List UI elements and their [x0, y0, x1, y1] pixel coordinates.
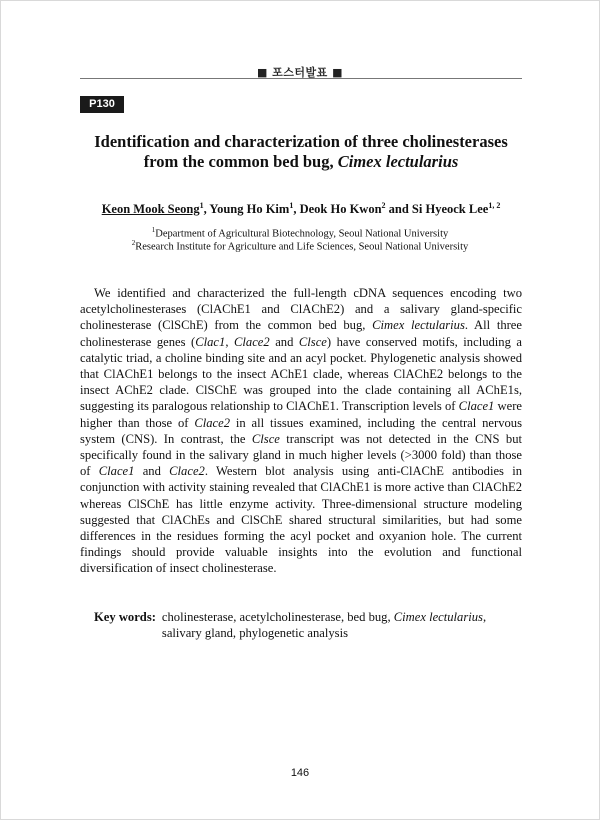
abstract-text: . All three cholinesterase genes (: [80, 318, 522, 349]
abstract-italic-term: Clace2: [169, 464, 205, 479]
abstract-italic-term: Clsce: [251, 431, 280, 446]
abstract-body: [80, 285, 522, 577]
keywords-species: Cimex lectularius: [393, 610, 483, 624]
author-affiliation-mark: 1: [199, 201, 204, 210]
abstract-text: . Western blot analysis using anti-ClAChE antibodies in conjunction with activity staining revealed that ClAChE1 is more active than ClAChE2 whereas ClSChE has little enzyme activity. Three-dimensional structure modeling suggested that ClAChEs and ClSChE shared structural similarities, but had some differences in the residues forming the acyl pocket and oxyanion hole. The current findings should provide valuable insights into the evolution and functional diversification of insect cholinesterase.: [80, 464, 523, 576]
author-name: Deok Ho Kwon: [299, 202, 382, 217]
author-name: Young Ho Kim: [209, 202, 290, 217]
abstract-italic-term: Clsce: [298, 334, 327, 349]
abstract-text: and: [134, 464, 170, 479]
abstract-italic-term: Cimex lectularius: [372, 318, 465, 333]
abstract-italic-term: Clace2: [194, 415, 231, 430]
abstract-text: were higher than those of: [80, 399, 522, 430]
keywords-list: [162, 609, 524, 641]
abstract-text: transcript was not detected in the CNS but specifically found in the salivary gland in much higher levels (>3000 fold) than those of: [80, 431, 522, 479]
abstract-text: and: [269, 334, 299, 349]
abstract-text: in all tissues examined, including the central nervous system (CNS). In contrast, the: [80, 415, 522, 446]
author-name: Keon Mook Seong: [101, 202, 200, 217]
abstract-text: We identified and characterized the full-length cDNA sequences encoding two acetylcholinesterases (ClAChE1 and ClAChE2) and a salivary gland-specific cholinesterase (ClSChE) from the common bed bug,: [80, 286, 522, 333]
poster-code-badge: P130: [80, 96, 124, 113]
affiliation-1: [0, 226, 600, 240]
abstract-italic-term: Clace1: [98, 464, 135, 479]
affiliation-2: [0, 239, 600, 253]
author-affiliation-mark: 2: [381, 201, 386, 210]
affiliation-text: Research Institute for Agriculture and Life Sciences, Seoul National University: [135, 241, 469, 253]
author-affiliation-mark: 1, 2: [488, 201, 501, 210]
paper-title: [60, 132, 542, 172]
abstract-italic-term: Clace2: [234, 334, 270, 349]
abstract-italic-term: Clac1: [195, 334, 226, 349]
author-separator: ,: [293, 202, 300, 217]
author-separator: ,: [203, 202, 210, 217]
title-line-2: [60, 152, 542, 172]
abstract-text: ,: [225, 334, 234, 349]
page-number: 146: [290, 767, 310, 779]
affiliation-number: 1: [151, 226, 156, 234]
section-header: ■ 포스터발표 ■: [256, 66, 344, 79]
keywords-text: , salivary gland, phylogenetic analysis: [161, 610, 487, 641]
author-affiliation-mark: 1: [289, 201, 294, 210]
keywords-label: Key words:: [94, 610, 156, 624]
title-line-2-text: from the common bed bug,: [143, 152, 338, 171]
affiliation-text: Department of Agricultural Biotechnology, Seoul National University: [155, 228, 449, 240]
abstract-text: ) have conserved motifs, including a catalytic triad, a choline binding site and an acyl pocket. Phylogenetic analysis showed that ClAChE1 belongs to the insect AChE1 clade, whereas ClAChE2 belongs to the insect AChE2 clade. ClSChE was grouped into the clade containing all AChE1s, suggesting its paralogous relationship to ClAChE1. Transcription levels of: [80, 334, 522, 414]
affiliation-number: 2: [131, 239, 136, 247]
keywords-block: [94, 609, 524, 641]
author-name: Si Hyeock Lee: [411, 202, 489, 217]
title-line-1: Identification and characterization of three cholinesterases: [94, 132, 508, 151]
header-divider: [80, 78, 522, 79]
keywords-text: cholinesterase, acetylcholinesterase, bed bug,: [161, 610, 394, 624]
abstract-italic-term: Clace1: [458, 399, 495, 414]
author-separator: and: [385, 202, 412, 217]
author-list: [40, 201, 562, 217]
title-species: Cimex lectularius: [337, 152, 459, 171]
